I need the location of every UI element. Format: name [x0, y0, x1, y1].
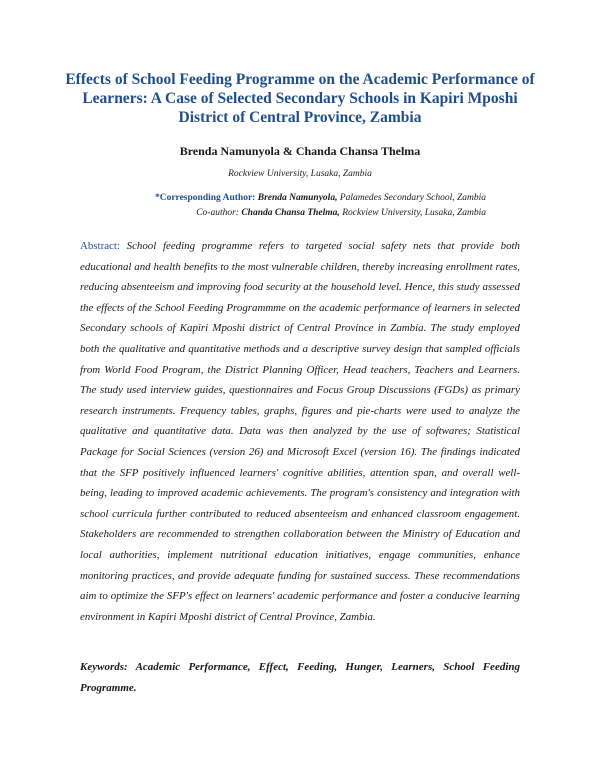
coauthor-label: Co-author:	[196, 208, 239, 218]
corresponding-author	[155, 192, 486, 205]
paper-title: Effects of School Feeding Programme on the Academic Performance of Learners: A Case of Selected Secondary Schools in Kapiri Mposhi District of Central Province, Zambia	[65, 71, 535, 126]
coauthor	[196, 207, 486, 220]
abstract	[80, 236, 520, 627]
coauthor-name: Chanda Chansa Thelma,	[241, 208, 340, 218]
coauthor-detail: Rockview University, Lusaka, Zambia	[342, 208, 486, 218]
abstract-text: School feeding programme refers to targeted social safety nets that provide both educational and health benefits to the most vulnerable children, thereby increasing enrollment rates, reducing absenteeism and improving food security at the household level. Hence, this study assessed the effects of the School Feeding Programmme on the academic performance of learners in selected Secondary schools of Kapiri Mposhi district of Central Province in Zambia. The study employed both the qualitative and quantitative methods and a descriptive survey design that sampled officials from World Food Program, the District Planning Officer, Head teachers, Teachers and Learners. The study used interview guides, questionnaires and Focus Group Discussions (FGDs) as primary research instruments. Frequency tables, graphs, figures and pie-charts were used to analyze the qualitative and quantitative data. Data was then analyzed by the use of softwares; Statistical Package for Social Sciences (version 26) and Microsoft Excel (version 16). The findings indicated that the SFP positively influenced learners' cognitive abilities, attention span, and overall well-being, leading to improved academic achievements. The program's consistency and integration with school curricula further contributed to reduced absenteeism and enhanced classroom engagement. Stakeholders are recommended to strengthen collaboration between the Ministry of Education and local authorities, implement nutritional education initiatives, engage communities, enhance monitoring practices, and provide adequate funding for sustained success. These recommendations aim to optimize the SFP's effect on learners' academic performance and foster a conducive learning environment in Kapiri Mposhi district of Central Province, Zambia.	[80, 240, 520, 623]
keywords-text: Academic Performance, Effect, Feeding, Hunger, Learners, School Feeding Programme.	[80, 661, 520, 694]
abstract-label: Abstract:	[80, 240, 120, 252]
corresponding-author-detail: Palamedes Secondary School, Zambia	[339, 193, 486, 203]
corresponding-author-name: Brenda Namunyola,	[257, 193, 338, 203]
author-names: Brenda Namunyola & Chanda Chansa Thelma	[179, 144, 421, 158]
keywords	[80, 657, 520, 699]
affiliation: Rockview University, Lusaka, Zambia	[228, 169, 372, 179]
corresponding-author-label: *Corresponding Author:	[154, 193, 256, 203]
keywords-label: Keywords:	[80, 661, 128, 673]
